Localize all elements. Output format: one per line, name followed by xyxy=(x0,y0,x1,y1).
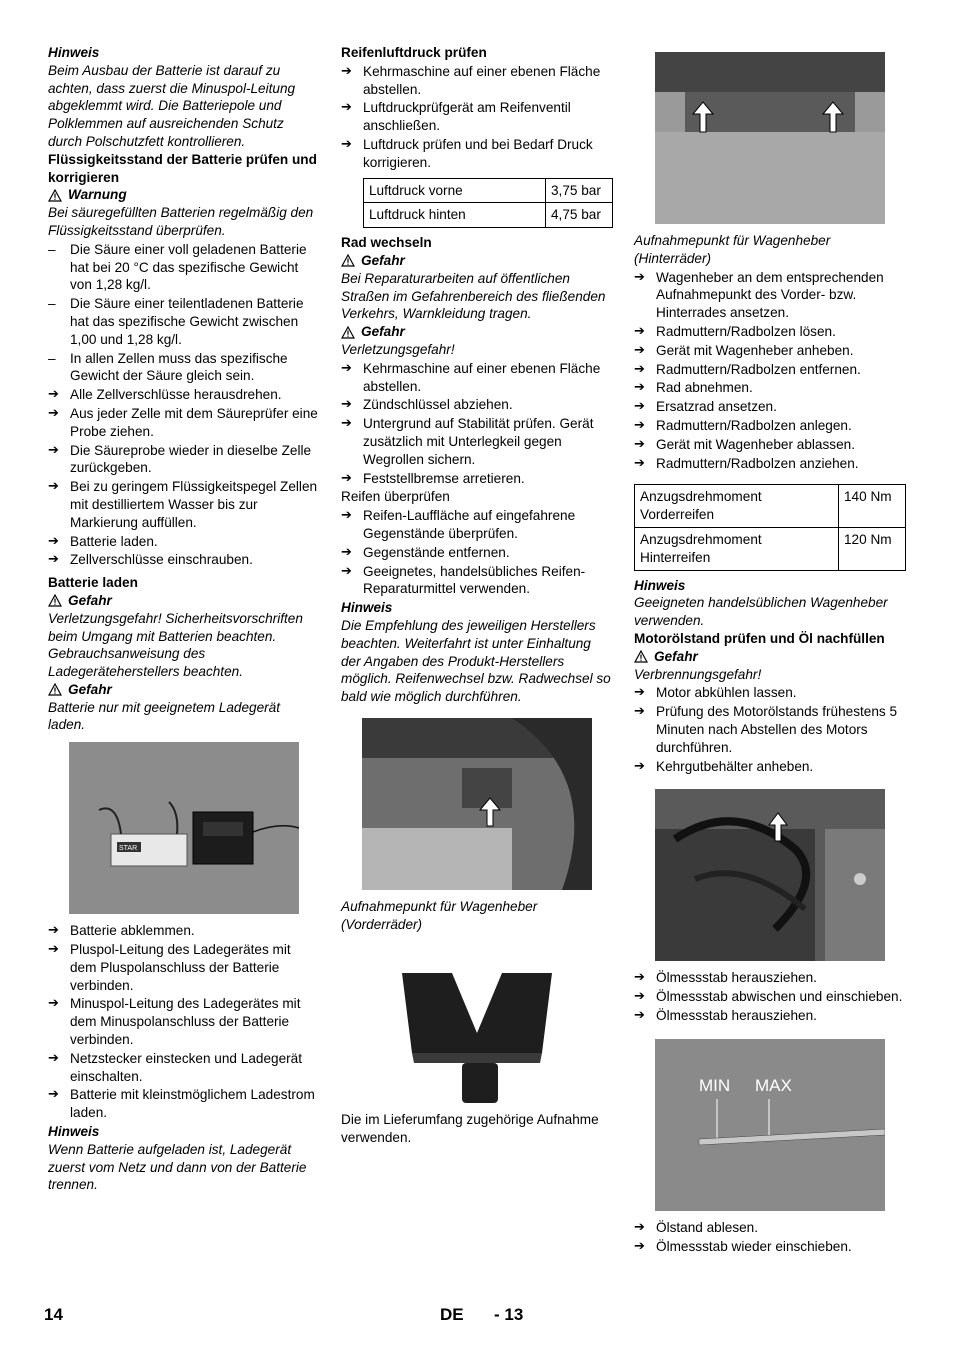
dipstick-illustration xyxy=(655,1039,885,1211)
list-item: ➔ Untergrund auf Stabilität prüfen. Gerät zusätzlich mit Unterlegkeil gegen Wegrollen sichern. xyxy=(341,415,613,468)
table-cell: Luftdruck hinten xyxy=(364,203,546,228)
table-cell: 4,75 bar xyxy=(546,203,613,228)
list-item: ➔ Gegenstände entfernen. xyxy=(341,544,613,562)
step-list-dipstick xyxy=(634,969,906,1024)
list-item: ➔ Alle Zellverschlüsse herausdrehen. xyxy=(48,386,320,404)
danger-title: Gefahr xyxy=(68,592,112,608)
caption-front: Aufnahmepunkt für Wagenheber (Vorderräder) xyxy=(341,898,538,932)
step-list-fluid xyxy=(48,386,320,569)
step-list-jack xyxy=(634,269,906,473)
danger-title: Gefahr xyxy=(361,252,405,268)
list-item: ➔ Luftdruckprüfgerät am Reifenventil anschließen. xyxy=(341,99,613,135)
hinweis-title: Hinweis xyxy=(48,1124,100,1140)
dash-list xyxy=(48,241,320,385)
list-item: ➔ Ölmessstab abwischen und einschieben. xyxy=(634,988,906,1006)
hinweis-text: Beim Ausbau der Batterie ist darauf zu achten, dass zuerst die Minuspol-Leitung abgeklemmt wird. Die Batteriepole und Polklemmen auf ausreichenden Schutz durch Polschutzfett kontrollieren. xyxy=(48,62,296,149)
danger-label xyxy=(48,592,320,610)
list-item: ➔ Kehrmaschine auf einer ebenen Fläche abstellen. xyxy=(341,360,613,396)
danger-label xyxy=(341,252,613,270)
list-item: ➔ Gerät mit Wagenheber ablassen. xyxy=(634,436,906,454)
list-item: – In allen Zellen muss das spezifische Gewicht der Säure gleich sein. xyxy=(48,350,320,386)
warning-label xyxy=(48,186,320,204)
warning-triangle-icon xyxy=(48,683,62,696)
list-item: – Die Säure einer teilentladenen Batterie hat das spezifische Gewicht zwischen 1,00 und 1,28 kg/l. xyxy=(48,295,320,348)
list-item: ➔ Die Säureprobe wieder in dieselbe Zelle zurückgeben. xyxy=(48,442,320,478)
hinweis-text: Geeigneten handelsüblichen Wagenheber verwenden. xyxy=(634,595,888,629)
list-item: ➔ Prüfung des Motorölstands frühestens 5 Minuten nach Abstellen des Motors durchführen. xyxy=(634,703,906,756)
table-cell: 140 Nm xyxy=(839,485,906,528)
jack-mount-photo xyxy=(362,953,592,1103)
step-list-reifen xyxy=(341,507,613,598)
caption-mount: Die im Lieferumfang zugehörige Aufnahme verwenden. xyxy=(341,1112,599,1146)
danger-text: Verletzungsgefahr! Sicherheitsvorschriften beim Umgang mit Batterien beachten. Gebrauchsanweisung des Ladegeräteherstellers beachten. xyxy=(48,610,303,680)
danger-label xyxy=(634,648,906,666)
danger-label xyxy=(48,681,320,699)
danger-text: Batterie nur mit geeignetem Ladegerät laden. xyxy=(48,699,280,733)
step-list-final xyxy=(634,1219,906,1256)
warning-title: Warnung xyxy=(68,187,127,203)
hinweis-title: Hinweis xyxy=(634,577,686,593)
list-item: ➔ Ersatzrad ansetzen. xyxy=(634,398,906,416)
torque-table xyxy=(634,484,906,570)
list-item: ➔ Netzstecker einstecken und Ladegerät einschalten. xyxy=(48,1050,320,1086)
danger-title: Gefahr xyxy=(361,324,405,340)
table-cell: Anzugsdrehmoment Vorderreifen xyxy=(635,485,839,528)
section-heading-charge: Batterie laden xyxy=(48,575,138,591)
column-left xyxy=(48,44,320,1194)
warning-triangle-icon xyxy=(634,650,648,663)
list-item: ➔ Geeignetes, handelsübliches Reifen-Reparaturmittel verwenden. xyxy=(341,563,613,599)
list-item: ➔ Kehrgutbehälter anheben. xyxy=(634,758,906,776)
list-item: ➔ Pluspol-Leitung des Ladegerätes mit dem Pluspolanschluss der Batterie verbinden. xyxy=(48,941,320,994)
rear-jack-point-photo xyxy=(655,52,885,224)
step-list-tire xyxy=(341,63,613,172)
dipstick-photo xyxy=(655,1039,885,1211)
battery-charger-illustration xyxy=(69,742,299,914)
list-item: ➔ Zündschlüssel abziehen. xyxy=(341,396,613,414)
list-item: ➔ Wagenheber an dem entsprechenden Aufnahmepunkt des Vorder- bzw. Hinterrades ansetzen. xyxy=(634,269,906,322)
list-item: ➔ Minuspol-Leitung des Ladegerätes mit dem Minuspolanschluss der Batterie verbinden. xyxy=(48,995,320,1048)
warning-triangle-icon xyxy=(341,326,355,339)
section-heading-tire: Reifenluftdruck prüfen xyxy=(341,45,487,60)
pressure-table-wrap xyxy=(341,178,613,229)
jack-mount-illustration xyxy=(362,953,592,1103)
caption-rear: Aufnahmepunkt für Wagenheber (Hinterräder) xyxy=(634,233,831,266)
list-item: ➔ Batterie abklemmen. xyxy=(48,922,320,940)
list-item: ➔ Radmuttern/Radbolzen anziehen. xyxy=(634,455,906,473)
front-jack-point-illustration xyxy=(362,718,592,890)
section-heading-fluid: Flüssigkeitsstand der Batterie prüfen und korrigieren xyxy=(48,151,317,185)
warning-triangle-icon xyxy=(48,594,62,607)
list-item: ➔ Gerät mit Wagenheber anheben. xyxy=(634,342,906,360)
section-heading-wheel: Rad wechseln xyxy=(341,235,432,251)
subheading-reifen: Reifen überprüfen xyxy=(341,489,450,505)
list-item: ➔ Batterie laden. xyxy=(48,533,320,551)
list-item: ➔ Aus jeder Zelle mit dem Säureprüfer eine Probe ziehen. xyxy=(48,405,320,441)
column-middle xyxy=(341,44,613,1147)
list-item: ➔ Ölmessstab wieder einschieben. xyxy=(634,1238,906,1256)
pressure-table xyxy=(363,178,613,229)
table-cell: Anzugsdrehmoment Hinterreifen xyxy=(635,527,839,570)
battery-charger-photo xyxy=(69,742,299,914)
table-cell: Luftdruck vorne xyxy=(364,178,546,203)
danger-text: Verletzungsgefahr! xyxy=(341,341,455,357)
section-heading-oil: Motorölstand prüfen und Öl nachfüllen xyxy=(634,630,885,646)
language-code: DE xyxy=(440,1305,464,1324)
step-list-charge xyxy=(48,922,320,1122)
danger-title: Gefahr xyxy=(654,648,698,664)
page-number-left: 14 xyxy=(44,1305,63,1324)
list-item: ➔ Radmuttern/Radbolzen anlegen. xyxy=(634,417,906,435)
list-item: ➔ Radmuttern/Radbolzen entfernen. xyxy=(634,361,906,379)
warning-triangle-icon xyxy=(341,254,355,267)
table-cell: 3,75 bar xyxy=(546,178,613,203)
hinweis-title: Hinweis xyxy=(48,45,100,60)
danger-text: Verbrennungsgefahr! xyxy=(634,666,762,682)
list-item: ➔ Ölstand ablesen. xyxy=(634,1219,906,1237)
table-row xyxy=(635,527,906,570)
list-item: ➔ Reifen-Lauffläche auf eingefahrene Gegenstände überprüfen. xyxy=(341,507,613,543)
list-item: ➔ Ölmessstab herausziehen. xyxy=(634,969,906,987)
list-item: ➔ Motor abkühlen lassen. xyxy=(634,684,906,702)
hinweis-title: Hinweis xyxy=(341,600,393,616)
rear-jack-point-illustration xyxy=(655,52,885,224)
list-item: ➔ Feststellbremse arretieren. xyxy=(341,470,613,488)
danger-title: Gefahr xyxy=(68,681,112,697)
column-right xyxy=(634,44,906,1256)
page-number-right: - 13 xyxy=(494,1305,524,1324)
list-item: ➔ Zellverschlüsse einschrauben. xyxy=(48,551,320,569)
warning-triangle-icon xyxy=(48,189,62,202)
list-item: – Die Säure einer voll geladenen Batterie hat bei 20 °C das spezifische Gewicht von 1,28 kg/l. xyxy=(48,241,320,294)
engine-illustration xyxy=(655,789,885,961)
hinweis-text: Wenn Batterie aufgeladen ist, Ladegerät zuerst vom Netz und dann von der Batterie trennen. xyxy=(48,1141,307,1193)
list-item: ➔ Batterie mit kleinstmöglichem Ladestrom laden. xyxy=(48,1086,320,1122)
battery-label: STAR xyxy=(119,845,138,853)
table-cell: 120 Nm xyxy=(839,527,906,570)
engine-photo xyxy=(655,789,885,961)
hinweis-text: Die Empfehlung des jeweiligen Herstellers beachten. Weiterfahrt ist unter Einhaltung der Angaben des Produkt-Herstellers möglich. Reifenwechsel bzw. Radwechsel so bald wie möglich durchführen. xyxy=(341,617,611,705)
table-row xyxy=(635,485,906,528)
table-row xyxy=(364,178,613,203)
list-item: ➔ Radmuttern/Radbolzen lösen. xyxy=(634,323,906,341)
list-item: ➔ Luftdruck prüfen und bei Bedarf Druck korrigieren. xyxy=(341,136,613,172)
danger-text: Bei Reparaturarbeiten auf öffentlichen Straßen im Gefahrenbereich des fließenden Verkehrs, Warnkleidung tragen. xyxy=(341,270,606,322)
list-item: ➔ Rad abnehmen. xyxy=(634,379,906,397)
step-list-wheel xyxy=(341,360,613,488)
front-jack-point-photo xyxy=(362,718,592,890)
warning-text: Bei säuregefüllten Batterien regelmäßig den Flüssigkeitsstand überprüfen. xyxy=(48,205,314,238)
list-item: ➔ Bei zu geringem Flüssigkeitspegel Zellen mit destilliertem Wasser bis zur Markierung auffüllen. xyxy=(48,478,320,531)
list-item: ➔ Ölmessstab herausziehen. xyxy=(634,1007,906,1025)
list-item: ➔ Kehrmaschine auf einer ebenen Fläche abstellen. xyxy=(341,63,613,99)
max-label: MAX xyxy=(755,1075,792,1095)
danger-label xyxy=(341,323,613,341)
min-label: MIN xyxy=(699,1075,731,1095)
step-list-oil xyxy=(634,684,906,775)
table-row xyxy=(364,203,613,228)
